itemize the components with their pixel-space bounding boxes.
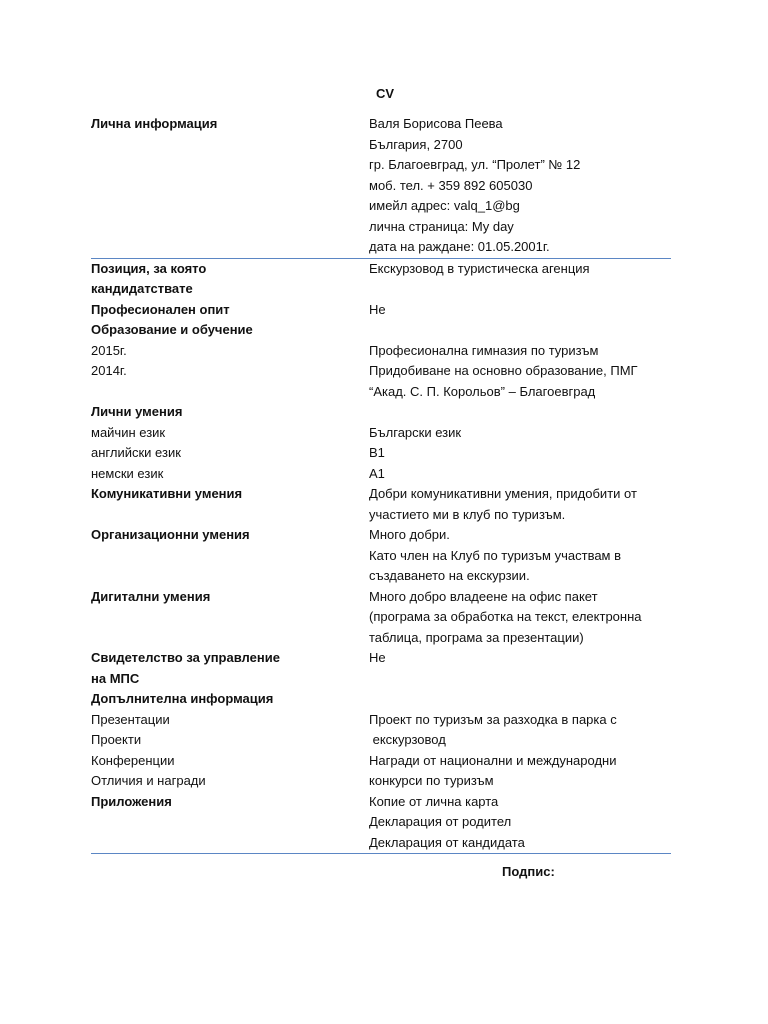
full-name: Валя Борисова Пеева xyxy=(369,116,503,131)
license-section xyxy=(91,648,671,689)
additional-item xyxy=(91,730,671,751)
additional-section xyxy=(91,689,671,710)
education-description: Професионална гимназия по туризъм xyxy=(369,342,599,358)
license-label-line-2: на МПС xyxy=(91,670,140,686)
personal-info-label: Лична информация xyxy=(91,116,218,131)
digital-text: таблица, програма за презентации) xyxy=(369,629,584,645)
education-description: Придобиване на основно образование, ПМГ xyxy=(369,363,638,378)
attachments-section xyxy=(91,792,671,855)
organization-text: Много добри. xyxy=(369,527,450,542)
birth-date: дата на раждане: 01.05.2001г. xyxy=(369,239,550,254)
cv-table xyxy=(91,114,671,854)
education-description: “Акад. С. П. Корольов” – Благоевград xyxy=(369,383,596,399)
additional-item-value: екскурзовод xyxy=(369,732,446,747)
education-label: Образование и обучение xyxy=(91,322,253,337)
education-entry xyxy=(91,361,671,402)
language-value: A1 xyxy=(369,465,385,481)
experience-label: Професионален опит xyxy=(91,301,230,317)
additional-item-name: Проекти xyxy=(91,732,142,747)
country-postcode: България, 2700 xyxy=(369,136,463,152)
signature-label: Подпис: xyxy=(502,864,555,879)
experience-section xyxy=(91,300,671,321)
additional-item-name: Отличия и награди xyxy=(91,773,206,788)
education-section xyxy=(91,320,671,341)
additional-label: Допълнителна информация xyxy=(91,691,274,706)
position-label-line-1: Позиция, за която xyxy=(91,260,207,276)
additional-item xyxy=(91,751,671,772)
language-row xyxy=(91,423,671,444)
organization-label: Организационни умения xyxy=(91,527,250,542)
additional-item-name: Презентации xyxy=(91,711,170,727)
position-label-line-2: кандидатствате xyxy=(91,281,193,296)
additional-item-value: Награди от национални и международни xyxy=(369,752,617,768)
education-year: 2015г. xyxy=(91,342,127,358)
license-label-line-1: Свидетелство за управление xyxy=(91,650,280,665)
digital-text: Много добро владеене на офис пакет xyxy=(369,588,598,604)
communication-text: участието ми в клуб по туризъм. xyxy=(369,506,566,522)
language-value: Български език xyxy=(369,424,462,440)
digital-label: Дигитални умения xyxy=(91,588,211,604)
language-row xyxy=(91,443,671,464)
language-name: майчин език xyxy=(91,424,166,440)
education-entry xyxy=(91,341,671,362)
attachment-item: Декларация от родител xyxy=(369,814,512,829)
communication-label: Комуникативни умения xyxy=(91,486,243,501)
digital-section xyxy=(91,587,671,649)
personal-page: лична страница: My day xyxy=(369,218,514,234)
personal-info-section xyxy=(91,114,671,258)
experience-value: Не xyxy=(369,301,386,317)
document-title: CV xyxy=(376,86,395,101)
language-row xyxy=(91,464,671,485)
address: гр. Благоевград, ул. “Пролет” № 12 xyxy=(369,157,581,172)
license-value: Не xyxy=(369,650,386,665)
skills-label: Лични умения xyxy=(91,404,183,419)
skills-section xyxy=(91,402,671,423)
additional-item-value: Проект по туризъм за разходка в парка с xyxy=(369,711,617,727)
language-name: немски език xyxy=(91,465,164,481)
organization-text: създаването на екскурзии. xyxy=(369,568,530,583)
communication-section xyxy=(91,484,671,525)
additional-item-value: конкурси по туризъм xyxy=(369,773,494,788)
additional-item-name: Конференции xyxy=(91,752,175,768)
communication-text: Добри комуникативни умения, придобити от xyxy=(369,486,637,501)
education-year: 2014г. xyxy=(91,363,127,378)
attachments-label: Приложения xyxy=(91,793,172,809)
attachment-item: Декларация от кандидата xyxy=(369,834,525,850)
position-value: Екскурзовод в туристическа агенция xyxy=(369,260,590,276)
digital-text: (програма за обработка на текст, електронна xyxy=(369,609,642,624)
language-name: английски език xyxy=(91,445,181,460)
email: имейл адрес: valq_1@bg xyxy=(369,198,520,213)
language-value: B1 xyxy=(369,445,385,460)
attachment-item: Копие от лична карта xyxy=(369,793,499,809)
organization-section xyxy=(91,525,671,587)
additional-item xyxy=(91,710,671,731)
additional-item xyxy=(91,771,671,792)
phone: моб. тел. + 359 892 605030 xyxy=(369,177,533,193)
position-section xyxy=(91,258,671,300)
organization-text: Като член на Клуб по туризъм участвам в xyxy=(369,547,622,563)
